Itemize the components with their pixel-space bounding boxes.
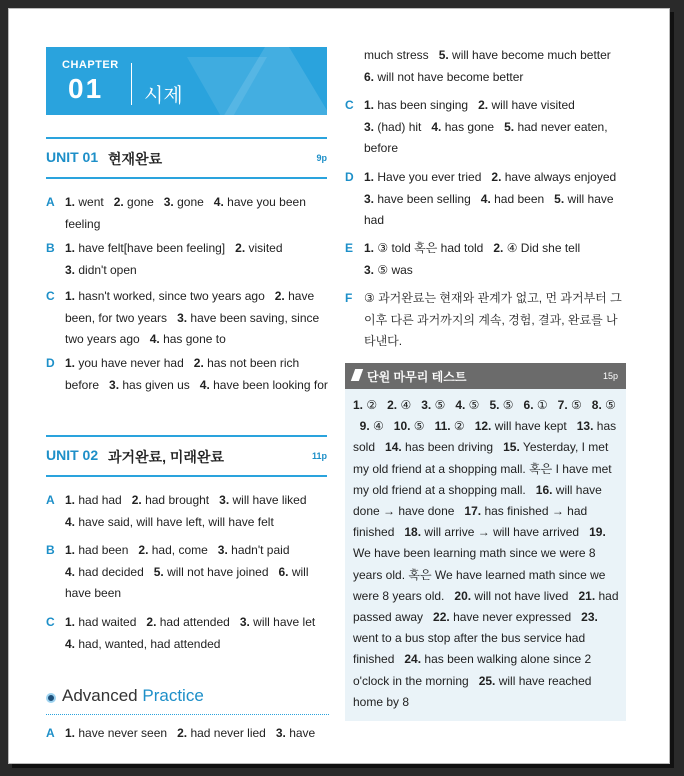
unit-page: 11p: [311, 451, 327, 461]
chapter-label: CHAPTER: [62, 59, 119, 71]
answer-item: [46, 723, 329, 745]
answer-text: 1. have never seen 2. had never lied 3. have: [65, 726, 316, 740]
advanced-practice-header: [46, 684, 329, 715]
answer-letter: D: [345, 170, 354, 184]
answer-item: [46, 238, 329, 281]
answer-item: [345, 95, 628, 160]
answer-item: [345, 238, 628, 281]
answer-item: [46, 286, 329, 351]
answer-letter: B: [46, 241, 55, 255]
bullet-icon: [46, 693, 56, 703]
answer-text: 1. has been singing 2. will have visited 3. (had) hit 4. has gone 5. had never eaten, before: [364, 98, 608, 155]
unit-test-box: [345, 363, 626, 721]
answer-text: ③ 과거완료는 현재와 관계가 없고, 먼 과거부터 그 이후 다른 과거까지의 계속, 경험, 결과, 완료를 나타낸다.: [364, 291, 622, 348]
chapter-banner: [46, 47, 327, 115]
answer-letter: A: [46, 726, 55, 740]
answer-letter: C: [46, 615, 55, 629]
advanced-practice-title: Advanced Practice: [62, 686, 204, 705]
answer-letter: E: [345, 241, 354, 255]
unit-name: UNIT 01: [46, 149, 99, 165]
answer-item: [46, 540, 329, 605]
answer-text: 1. you have never had 2. has not been rich before 3. has given us 4. have been looking for: [65, 356, 328, 392]
chapter-number: 01: [68, 73, 104, 104]
unit-name: UNIT 02: [46, 447, 99, 463]
answer-letter: D: [46, 356, 55, 370]
answer-item: [345, 45, 628, 88]
pencil-icon: [351, 369, 363, 381]
chapter-divider: [131, 63, 132, 105]
unit-test-title: 단원 마무리 테스트: [367, 370, 467, 384]
answer-text: much stress 5. will have become much better 6. will not have become better: [364, 48, 611, 84]
answer-text: 1. had waited 2. had attended 3. will have let 4. had, wanted, had attended: [65, 615, 322, 651]
answer-page: [8, 8, 670, 764]
answer-text: 1. had had 2. had brought 3. will have liked 4. have said, will have left, will have felt: [65, 493, 307, 529]
answer-text: 1. had been 2. had, come 3. hadn't paid 4. had decided 5. will not have joined 6. will have been: [65, 543, 309, 600]
unit-test-answers: 1. ② 2. ④ 3. ⑤ 4. ⑤ 5. ⑤ 6. ① 7. ⑤ 8. ⑤ 9. ④ 10. ⑤ 11. ② 12. will have kept 13. has sold 14. has been driving 15. Yesterday, I met my old friend at a shopping mall. 혹은 I have met my old friend at a shopping mall. 16. will have done → have done 17. has finished → had finished 18. will arrive → will have arrived 19. We have been learning math since we were 8 years old. 혹은 We have learned math since we were 8 years old. 20. will not have lived 21. had passed away 22. have never expressed 23. went to a bus stop after the bus service had finished 24. has been walking alone since 2 o'clock in the morning 25. will have reached home by 8: [353, 398, 619, 709]
answer-item: [46, 192, 329, 235]
answer-text: 1. hasn't worked, since two years ago 2. have been, for two years 3. have been saving, since two years ago 4. has gone to: [65, 289, 320, 346]
unit-header: [46, 435, 327, 477]
answer-letter: A: [46, 493, 55, 507]
answer-letter: C: [345, 98, 354, 112]
answer-text: 1. Have you ever tried 2. have always enjoyed 3. have been selling 4. had been 5. will have had: [364, 170, 617, 227]
answer-item: [46, 612, 329, 655]
unit-test-header: [345, 363, 626, 389]
answer-item: [46, 490, 329, 533]
answer-item: [345, 288, 628, 353]
answer-letter: C: [46, 289, 55, 303]
chapter-title: 시제: [144, 85, 183, 107]
answer-item: [46, 353, 329, 396]
answer-letter: B: [46, 543, 55, 557]
answer-letter: F: [345, 291, 353, 305]
answer-text: 1. went 2. gone 3. gone 4. have you been feeling: [65, 195, 306, 231]
answer-text: 1. have felt[have been feeling] 2. visited 3. didn't open: [65, 241, 283, 277]
unit-title: 과거완료, 미래완료: [108, 449, 224, 465]
answer-item: [345, 167, 628, 232]
unit-header: [46, 137, 327, 179]
unit-title: 현재완료: [108, 151, 163, 167]
answer-text: 1. ③ told 혹은 had told 2. ④ Did she tell 3. ⑤ was: [364, 241, 581, 277]
banner-decoration: [187, 57, 267, 115]
answer-letter: A: [46, 195, 55, 209]
unit-page: 9p: [316, 153, 327, 163]
unit-test-page: 15p: [602, 371, 618, 381]
